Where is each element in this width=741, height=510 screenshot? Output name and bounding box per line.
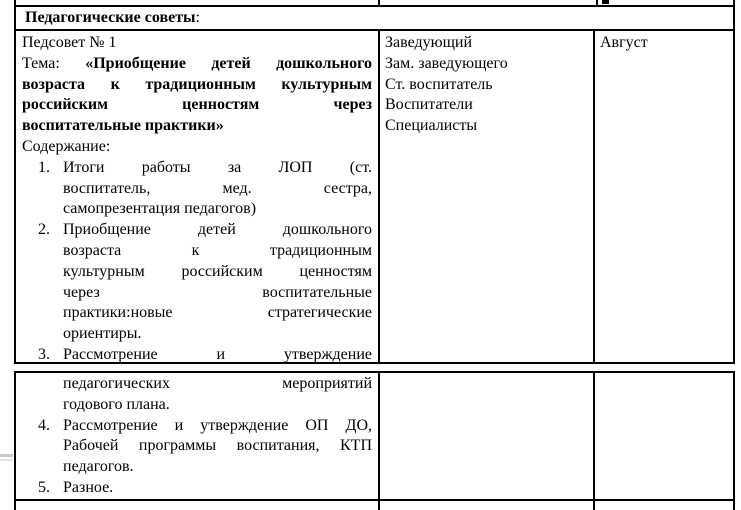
list-item-3-line-1 xyxy=(22,345,372,363)
list-item-text: Разное. xyxy=(63,478,114,496)
list-item-4-line-2: Рабочей программы воспитания, КТП xyxy=(63,437,372,455)
margin-mark xyxy=(0,459,13,461)
list-item-text: Итоги работы за ЛОП (ст. xyxy=(63,158,372,176)
list-number: 2. xyxy=(38,221,50,239)
list-item-3-line-2: педагогических мероприятий xyxy=(63,375,372,392)
list-item-4-line-3: педагогов. xyxy=(63,458,134,476)
cell-pedsovet-continuation xyxy=(22,374,372,499)
table-border-horizontal xyxy=(14,371,735,373)
pedsovet-title: Педсовет № 1 xyxy=(22,34,117,51)
list-number: 5. xyxy=(38,478,50,496)
list-item-2-line-4: через воспитательные xyxy=(63,283,372,301)
table-border-right xyxy=(733,371,735,510)
list-item-2-line-2: возраста к традиционным xyxy=(63,241,372,259)
tema-label: Тема: xyxy=(22,54,60,72)
table-border-left xyxy=(14,0,16,364)
content-label: Содержание: xyxy=(22,137,111,155)
list-item-1-line-1 xyxy=(22,158,372,179)
list-item-2-line-6: ориентиры. xyxy=(63,325,142,343)
tema-line-4: воспитательные практики» xyxy=(22,117,224,135)
tema-line-3: российским ценностям через xyxy=(22,96,372,114)
list-number: 1. xyxy=(38,158,50,176)
section-header-colon: : xyxy=(195,9,200,26)
list-item-text: Приобщение детей дошкольного xyxy=(63,221,372,239)
table-border-column1 xyxy=(378,371,380,510)
cell-pedsovet-content xyxy=(22,33,372,363)
responsible-line: Заведующий xyxy=(385,34,473,51)
month-label: Август xyxy=(600,34,648,51)
clipped-text-fragment xyxy=(602,0,609,4)
tema-bold-text: «Приобщение детей дошкольного xyxy=(85,54,372,72)
cell-responsible xyxy=(385,33,585,137)
list-item-5-line-1 xyxy=(22,478,372,499)
list-number: 4. xyxy=(38,416,50,434)
responsible-line: Зам. заведующего xyxy=(385,54,508,72)
responsible-line: Ст. воспитатель xyxy=(385,75,493,93)
table-border-column2 xyxy=(593,29,595,364)
list-item-1-line-3: самопрезентация педагогов) xyxy=(63,200,257,218)
list-item-3-line-3: годового плана. xyxy=(63,395,170,413)
list-item-1-line-2: воспитатель, мед. сестра, xyxy=(63,179,372,197)
table-border-column1 xyxy=(378,29,380,364)
list-item-4-line-1 xyxy=(22,416,372,437)
list-number: 3. xyxy=(38,345,50,363)
margin-mark xyxy=(0,454,13,457)
cell-month xyxy=(600,33,725,54)
list-item-text: Рассмотрение и утверждение ОП ДО, xyxy=(63,416,372,434)
table-border-left xyxy=(14,371,16,510)
section-header-title: Педагогические советы xyxy=(25,9,196,26)
responsible-line: Воспитатели xyxy=(385,96,473,114)
responsible-line: Специалисты xyxy=(385,117,478,135)
table-border-horizontal xyxy=(14,499,735,501)
tema-line-2: возраста к традиционным культурным xyxy=(22,75,372,93)
table-border-horizontal xyxy=(14,29,735,31)
list-item-text: Рассмотрение и утверждение xyxy=(63,345,372,363)
tema-line-1 xyxy=(22,54,372,75)
table-border-right xyxy=(733,0,735,364)
table-border-column2 xyxy=(596,0,598,7)
list-item-2-line-5: практики:новые стратегические xyxy=(63,304,372,322)
list-item-2-line-1 xyxy=(22,220,372,241)
table-border-column2 xyxy=(593,371,595,510)
section-header xyxy=(25,6,200,29)
list-item-2-line-3: культурным российским ценностям xyxy=(63,262,372,280)
table-border-column1 xyxy=(378,0,380,7)
